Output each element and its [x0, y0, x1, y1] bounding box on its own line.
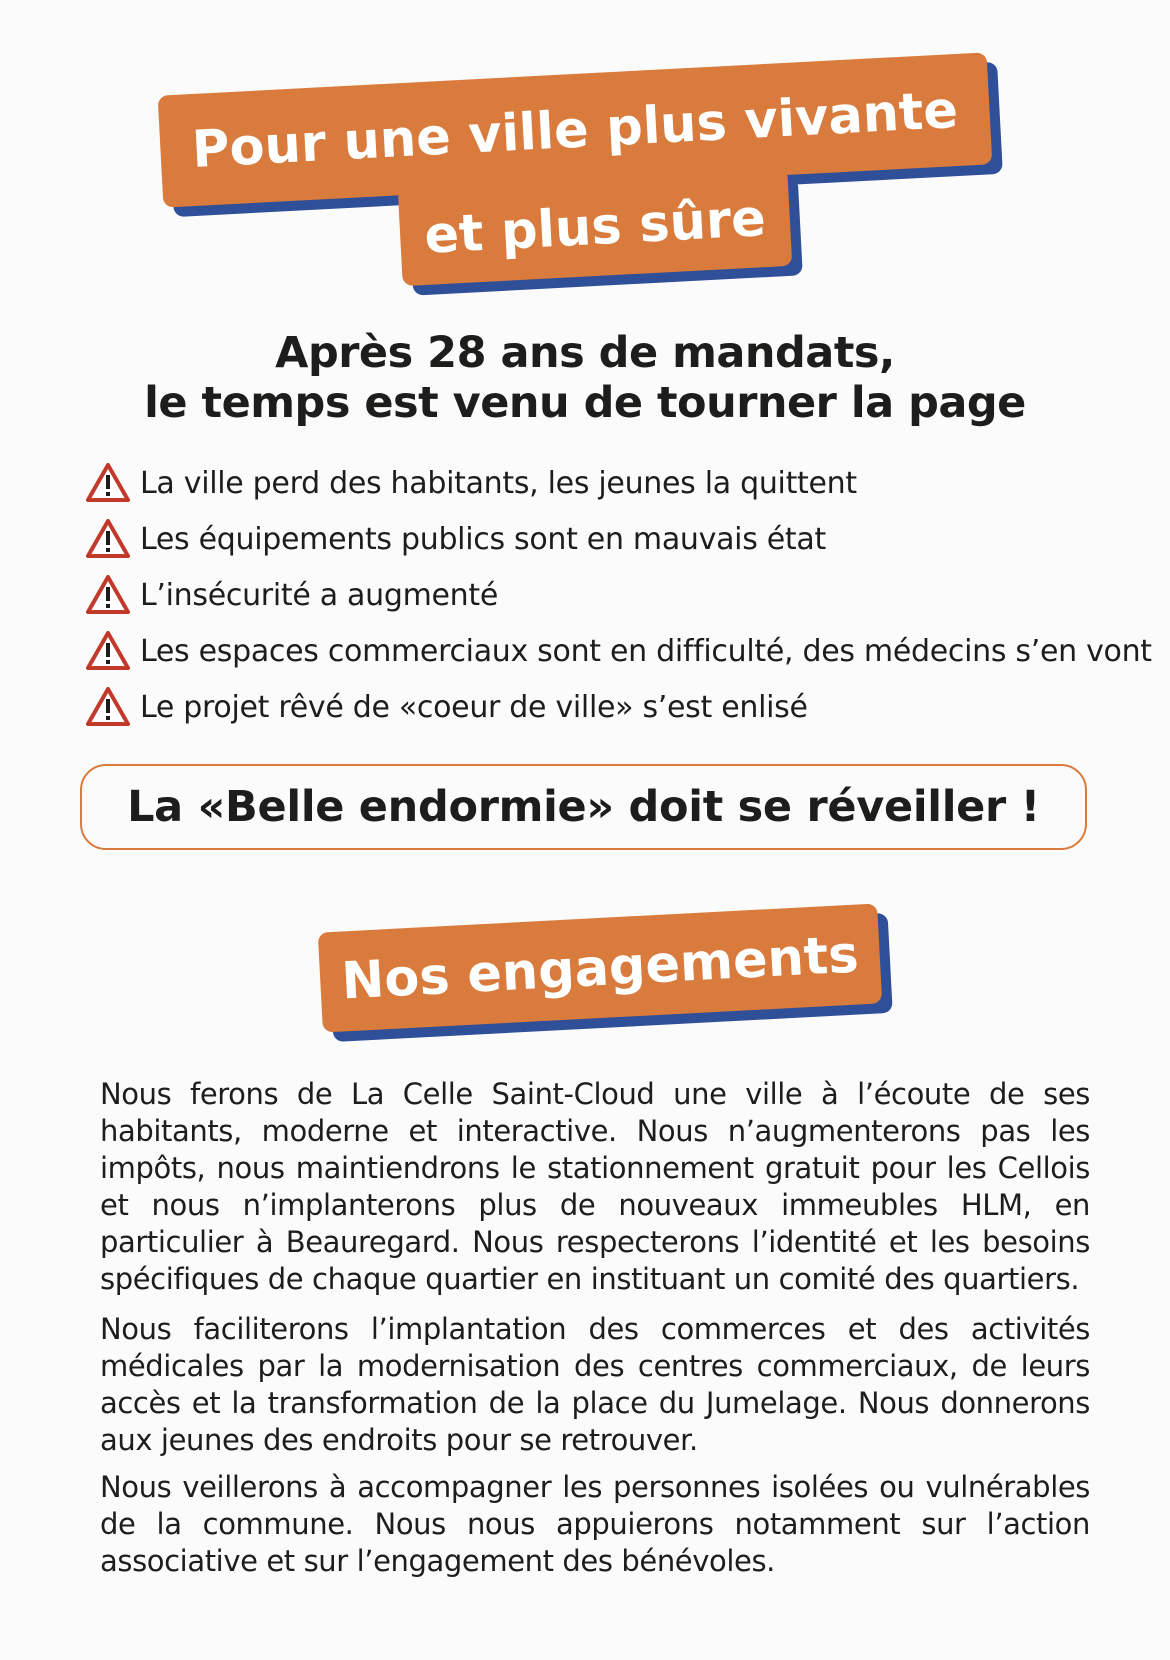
warning-item — [86, 623, 1152, 679]
engagements-paragraph-3: Nous veillerons à accompagner les personnes isolées ou vulnérables de la commune. Nous nous appuierons notamment sur l’action associative et sur l’engagement des bénévoles. — [100, 1470, 1090, 1578]
headline-line-2: le temps est venu de tourner la page — [144, 378, 1026, 428]
warning-item — [86, 455, 1152, 511]
title-banner-line-2 — [398, 168, 793, 286]
warning-item-text: La ville perd des habitants, les jeunes la quittent — [140, 465, 857, 501]
engagements-paragraph-2: Nous faciliterons l’implantation des commerces et des activités médicales par la modernisation des centres commerciaux, de leurs accès et la transformation de la place du Jumelage. Nous donnerons aux jeunes des endroits pour se retrouver. — [100, 1312, 1090, 1457]
callout-box — [80, 764, 1087, 850]
warning-list — [86, 455, 1152, 735]
warning-item — [86, 567, 1152, 623]
warning-item-text: Les équipements publics sont en mauvais état — [140, 521, 826, 557]
engagements-title: Nos engagements — [340, 924, 860, 1012]
warning-triangle-icon — [86, 687, 130, 727]
warning-item — [86, 511, 1152, 567]
title-line-2-text: et plus sûre — [422, 188, 768, 266]
warning-item — [86, 679, 1152, 735]
title-line-1-text: Pour une ville plus vivante — [190, 80, 960, 180]
warning-triangle-icon — [86, 519, 130, 559]
headline-line-1: Après 28 ans de mandats, — [275, 328, 895, 378]
warning-triangle-icon — [86, 631, 130, 671]
warning-triangle-icon — [86, 463, 130, 503]
engagements-paragraph-1: Nous ferons de La Celle Saint-Cloud une ville à l’écoute de ses habitants, moderne et interactive. Nous n’augmenterons pas les impôts, nous maintiendrons le stationnement gratuit pour les Cellois et nous n’implanterons plus de nouveaux immeubles HLM, en particulier à Beauregard. Nous respecterons l’identité et les besoins spécifiques de chaque quartier en instituant un comité des quartiers. — [100, 1077, 1090, 1296]
warning-triangle-icon — [86, 575, 130, 615]
callout-text: La «Belle endormie» doit se réveiller ! — [127, 782, 1040, 832]
warning-item-text: L’insécurité a augmenté — [140, 577, 498, 613]
warning-item-text: Le projet rêvé de «coeur de ville» s’est enlisé — [140, 689, 808, 725]
engagements-banner — [318, 903, 882, 1032]
warning-item-text: Les espaces commerciaux sont en difficulté, des médecins s’en vont — [140, 633, 1152, 669]
